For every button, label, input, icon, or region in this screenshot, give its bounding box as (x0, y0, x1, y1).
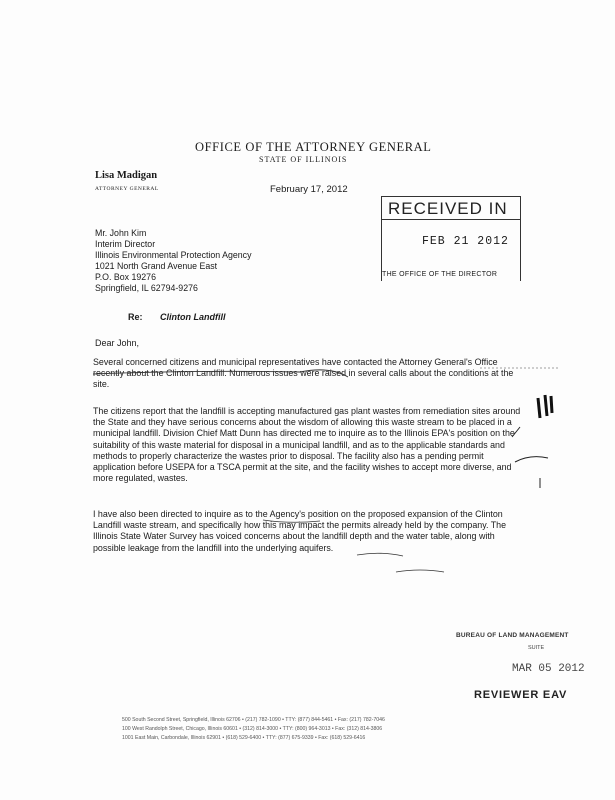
received-stamp-date: FEB 21 2012 (422, 235, 509, 248)
recipient-street: 1021 North Grand Avenue East (95, 261, 218, 271)
recipient-po-box: P.O. Box 19276 (95, 272, 156, 282)
body-paragraph-2: The citizens report that the landfill is accepting manufactured gas plant wastes from remediation sites around the State and they have serious concerns about the wisdom of allowing this waste stream to be placed in a municipal landfill. Division Chief Matt Dunn has directed me to inquire as to the Illinois EPA's position on the suitability of this waste material for disposal in a municipal landfill, and as to the applicable standards and methods to properly characterize the wastes prior to disposal. The facility also has a pending permit application before USEPA for a TSCA permit at the site, and the facility wishes to accept more diverse, and more regulated, wastes. (93, 406, 521, 484)
underline-inquire (263, 520, 320, 522)
underline-underlying (396, 570, 444, 572)
attorney-general-title: ATTORNEY GENERAL (95, 186, 159, 192)
recipient-agency: Illinois Environmental Protection Agency (95, 250, 252, 260)
body-paragraph-3: I have also been directed to inquire as to the Agency's position on the proposed expansion of the Clinton Landfill waste stream, and specifically how this may impact the permits already held by the company. The Illinois State Water Survey has voiced concerns about the landfill depth and the water table, along with possible leakage from the landfill into the underlying aquifers. (93, 509, 507, 553)
recipient-name: Mr. John Kim (95, 228, 147, 238)
re-subject: Clinton Landfill (160, 312, 226, 322)
reviewer-stamp: REVIEWER EAV (474, 689, 568, 701)
state-line: STATE OF ILLINOIS (259, 155, 348, 164)
attorney-general-name: Lisa Madigan (95, 170, 158, 181)
footer-address-1: 500 South Second Street, Springfield, Illinois 62706 • (217) 782-1090 • TTY: (877) 844-5461 • Fax: (217) 782-7046 (122, 717, 385, 723)
recipient-city: Springfield, IL 62794-9276 (95, 283, 198, 293)
received-stamp-heading: RECEIVED IN (388, 199, 508, 218)
re-label: Re: (128, 312, 143, 322)
received-stamp-footer: THE OFFICE OF THE DIRECTOR (382, 271, 498, 278)
body-paragraph-1: Several concerned citizens and municipal representatives have contacted the Attorney General's Office recently about the Clinton Landfill. Numerous issues were raised in several calls about the conditions at the site. (93, 357, 514, 390)
underline-voiced-concerns (357, 553, 403, 556)
margin-tick-annotation (512, 427, 520, 437)
footer-address-3: 1001 East Main, Carbondale, Illinois 62901 • (618) 529-6400 • TTY: (877) 675-9339 • Fax: (618) 529-6416 (122, 735, 366, 741)
bureau-stamp-line1: BUREAU OF LAND MANAGEMENT (456, 632, 569, 639)
salutation: Dear John, (95, 338, 140, 348)
margin-check-marks (538, 395, 552, 418)
bureau-stamp-line2: SUITE (528, 645, 545, 651)
letter-date: February 17, 2012 (270, 184, 348, 195)
footer-address-2: 100 West Randolph Street, Chicago, Illinois 60601 • (312) 814-3000 • TTY: (800) 964-3013 • Fax: (312) 814-3806 (122, 726, 383, 732)
recipient-title: Interim Director (95, 239, 156, 249)
office-title: OFFICE OF THE ATTORNEY GENERAL (195, 140, 432, 154)
underline-annotation-1 (93, 370, 348, 377)
margin-curve-annotation (515, 457, 548, 462)
bureau-stamp-date: MAR 05 2012 (512, 663, 585, 675)
